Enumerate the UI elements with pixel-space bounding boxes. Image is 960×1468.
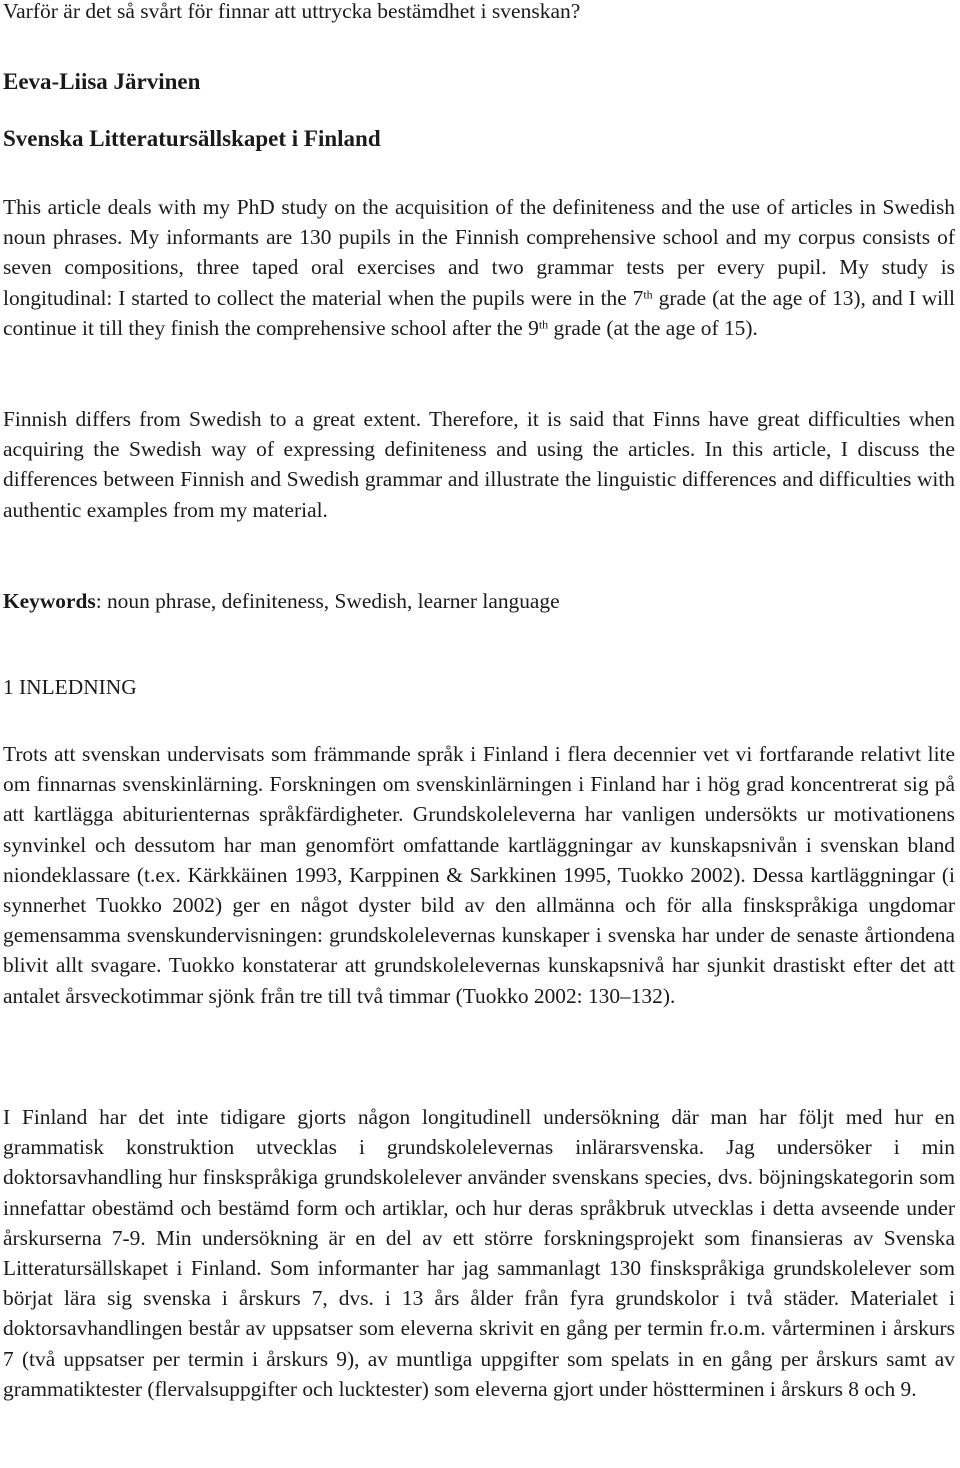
document-page — [3, 0, 955, 1401]
author-name: Eeva-Liisa Järvinen — [3, 69, 201, 94]
abstract-text: This article deals with my PhD study on the acquisition of the definiteness and the use of articles in Swedish noun phrases. My informants are 130 pupils in the Finnish comprehensive school and my corpus consists of seven compositions, three taped oral exercises and two grammar tests per every pupil. My study is longitudinal: I started to collect the material when the pupils were in the 7 — [3, 195, 955, 310]
ordinal-suffix: th — [538, 317, 549, 332]
ordinal-suffix: th — [643, 287, 653, 302]
keywords-list: : noun phrase, definiteness, Swedish, learner language — [95, 589, 560, 613]
abstract-text: grade (at the age of 15). — [548, 315, 758, 340]
keywords-line — [3, 586, 560, 616]
section-heading: 1 INLEDNING — [3, 675, 137, 699]
body-paragraph-1: Trots att svenskan undervisats som främmande språk i Finland i flera decennier vet vi fortfarande relativt lite om finnarnas svenskinlärning. Forskningen om svenskinlärningen i Finland har i hög grad koncentrerat sig på att kartlägga abiturienternas språkfärdigheter. Grundskoleleverna har vanligen undersökts ur motivationens synvinkel och dessutom har man genomfört omfattande kartläggningar av kunskapsnivån i svenskan bland niondeklassare (t.ex. Kärkkäinen 1993, Karppinen & Sarkkinen 1995, Tuokko 2002). Dessa kartläggningar (i synnerhet Tuokko 2002) ger en något dyster bild av den allmänna och för alla finskspråkiga ungdomar gemensamma svenskundervisningen: grundskolelevernas kunskaper i svenska har under de senaste årtiondena blivit allt svagare. Tuokko konstaterar att grundskolelevernas kunskapsnivå har sjunkit drastiskt efter det att antalet årsveckotimmar sjönk från tre till två timmar (Tuokko 2002: 130–132). — [3, 742, 955, 1008]
author-affiliation: Svenska Litteratursällskapet i Finland — [3, 126, 381, 151]
abstract-paragraph-2: Finnish differs from Swedish to a great extent. Therefore, it is said that Finns have great difficulties when acquiring the Swedish way of expressing definiteness and using the articles. In this article, I discuss the differences between Finnish and Swedish grammar and illustrate the linguistic differences and difficulties with authentic examples from my material. — [3, 407, 955, 522]
document-title: Varför är det så svårt för finnar att uttrycka bestämdhet i svenskan? — [3, 0, 581, 23]
abstract-text: grade (at the age of 13), and I will continue it till they finish the comprehensive school after the 9 — [3, 285, 955, 340]
abstract-paragraph-1 — [3, 192, 955, 343]
body-paragraph-2: I Finland har det inte tidigare gjorts någon longitudinell undersökning där man har följt med hur en grammatisk konstruktion utvecklas i grundskolelevernas inlärarsvenska. Jag undersöker i min doktorsavhandling hur finskspråkiga grundskolelever använder svenskans species, dvs. böjningskategorin som innefattar obestämd och bestämd form och artiklar, och hur deras språkbruk utvecklas i detta avseende under årskurserna 7-9. Min undersökning är en del av ett större forskningsprojekt som finansieras av Svenska Litteratursällskapet i Finland. Som informanter har jag sammanlagt 130 finskspråkiga grundskolelever som börjat lära sig svenska i årskurs 7, dvs. i 13 års ålder från fyra grundskolor i två städer. Materialet i doktorsavhandlingen består av uppsatser som eleverna skrivit en gång per termin fr.o.m. vårterminen i årskurs 7 (två uppsatser per termin i årskurs 9), av muntliga uppgifter som spelats in en gång per årskurs samt av grammatiktester (flervalsuppgifter och lucktester) som eleverna gjort under höstterminen i årskurs 8 och 9. — [3, 1105, 955, 1401]
keywords-label: Keywords — [3, 589, 96, 613]
